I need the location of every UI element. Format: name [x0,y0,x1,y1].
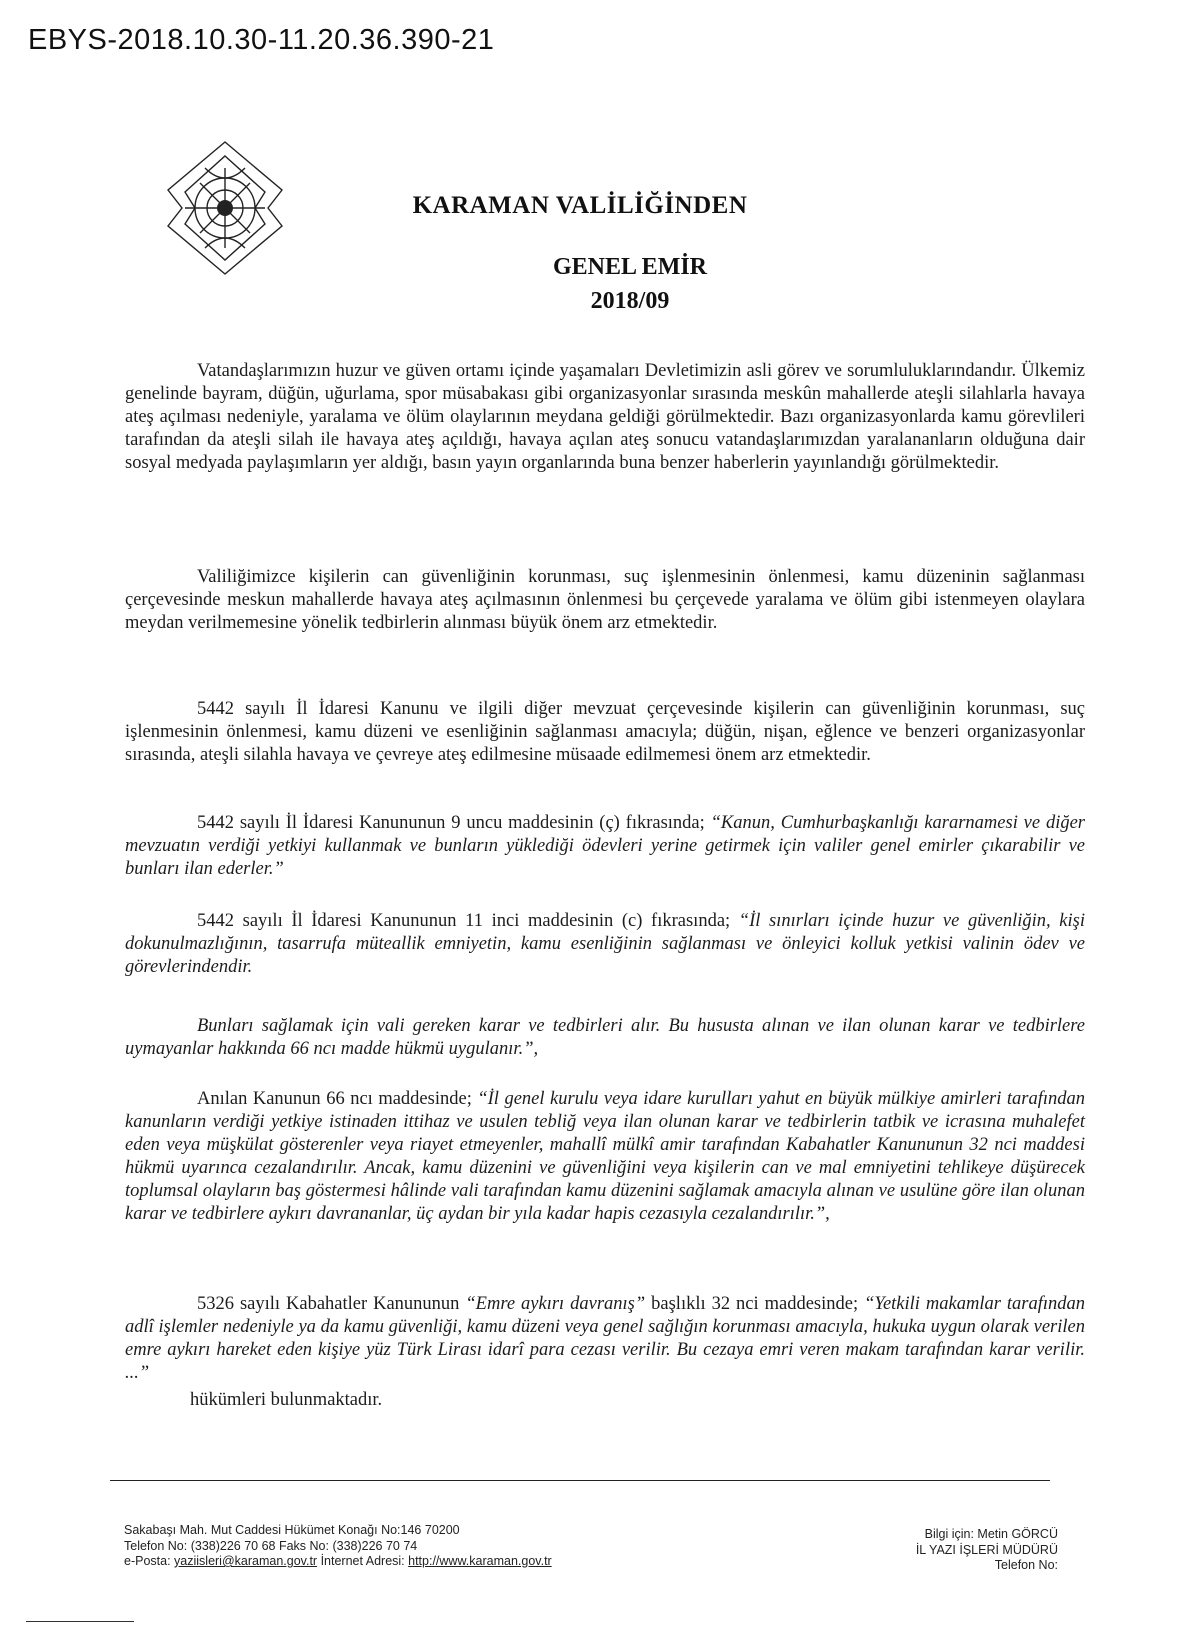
paragraph-law-5442 [125,698,1085,767]
info-contact: Bilgi için: Metin GÖRCÜ [924,1527,1058,1541]
paragraph-mid: başlıklı 32 nci maddesinde; [645,1294,865,1314]
footer-email-web [124,1554,552,1570]
order-type-heading: GENEL EMİR [552,254,708,280]
paragraph-article-11-cont [125,1015,1085,1061]
legal-quote: “Yetkili makamlar tarafından adlî işlemler nedeniyle ya da kamu güvenliği, kamu düzeni veya genel sağlığın korunması amacıyla, hukuka uygun olarak verilen emre aykırı hareket eden kişiye yüz Türk Lirası idarî para cezası verilir. Bu cezaya emri veren makam tarafından karar verilir. ...” [125,1294,1086,1383]
paragraph-article-9 [125,812,1085,881]
paragraph-article-11 [125,910,1085,979]
paragraph-lead: 5326 sayılı Kabahatler Kanununun [197,1294,466,1314]
web-label: İnternet Adresi: [317,1554,409,1568]
legal-quote: “Kanun, Cumhurbaşkanlığı kararnamesi ve diğer mevzuatın verdiği yetkiyi kullanmak ve bunların yüklediği ödevleri yerine getirmek için valiler genel emirler çıkarabilir ve bunları ilan ederler.” [125,813,1085,879]
document-id: EBYS-2018.10.30-11.20.36.390-21 [28,24,495,56]
email-link[interactable]: yaziisleri@karaman.gov.tr [174,1554,318,1568]
paragraph-lead: 5442 sayılı İl İdaresi Kanununun 9 uncu maddesinin (ç) fıkrasında; [197,813,711,833]
footer-info [916,1527,1058,1574]
order-number: 2018/09 [590,288,670,314]
footer-divider [110,1480,1050,1481]
office-heading: KARAMAN VALİLİĞİNDEN [412,192,748,219]
bottom-left-rule [26,1621,134,1622]
legal-quote: “İl sınırları içinde huzur ve güvenliğin, kişi dokunulmazlığının, tasarrufa müteallik emniyetin, kamu esenliğinin sağlanması ve önleyici kolluk yetkisi valinin ödev ve görevlerindendir. [125,911,1085,977]
info-title: İL YAZI İŞLERİ MÜDÜRÜ [915,1542,1058,1557]
paragraph-article-66 [125,1088,1085,1226]
paragraph-text: Vatandaşlarımızın huzur ve güven ortamı içinde yaşamaları Devletimizin asli görev ve sorumluluklarındandır. Ülkemiz genelinde bayram, düğün, uğurlama, spor müsabakası gibi organizasyonlar sırasında meskûn mahallerde ateşli silahlarla havaya ateş açılması nedeniyle, yaralama ve ölüm olaylarının meydana geldiği görülmektedir. Bazı organizasyonlarda kamu görevlileri tarafından da ateşli silah ile havaya ateş açıldığı, havaya açılan ateş sonucu vatandaşlarımızdan yaralananların olduğuna dair sosyal medyada paylaşımların yer aldığı, basın yayın organlarında buna benzer haberlerin yayınlandığı görülmektedir. [125,361,1085,473]
article-title: “Emre aykırı davranış” [465,1294,646,1314]
footer-phone-fax: Telefon No: (338)226 70 68 Faks No: (338)226 70 74 [124,1538,418,1553]
closing-line: hükümleri bulunmaktadır. [190,1390,383,1410]
legal-quote: Bunları sağlamak için vali gereken karar ve tedbirleri alır. Bu hususta alınan ve ilan olunan karar ve tedbirlere uymayanlar hakkında 66 ncı madde hükmü uygulanır.”, [125,1016,1085,1059]
paragraph-law-5326 [125,1293,1085,1385]
paragraph-text: 5442 sayılı İl İdaresi Kanunu ve ilgili diğer mevzuat çerçevesinde kişilerin can güvenliğinin korunması, suç işlenmesinin önlenmesi, kamu düzeni ve esenliğinin sağlanması amacıyla; düğün, nişan, eğlence ve benzeri organizasyonlar sırasında, ateşli silahla havaya ve çevreye ateş edilmesine müsaade edilmemesi önem arz etmektedir. [125,699,1085,765]
legal-quote: “İl genel kurulu veya idare kurulları yahut en büyük mülkiye amirleri tarafından kanunların verdiği yetkiye istinaden ittihaz ve usulen tebliğ veya ilan olunan karar ve tedbirlerin tatbik ve icrasına muhalefet eden veya müşkülat gösterenler veya riayet etmeyenler, mahallî mülkî amir tarafından Kabahatler Kanununun 32 nci maddesi hükmü uyarınca cezalandırılır. Ancak, kamu düzenini ve güvenliğini veya kişilerin can ve mal emniyetini tehlikeye düşürecek toplumsal olayların baş göstermesi hâlinde vali tarafından kamu düzenini sağlamak amacıyla alınan ve usulüne göre ilan olunan karar ve tedbirlere aykırı davrananlar, üç aydan bir yıla kadar hapis cezasıyla cezalandırılır.”, [125,1089,1086,1224]
info-phone: Telefon No: [994,1558,1058,1572]
paragraph-text: Valiliğimizce kişilerin can güvenliğinin korunması, suç işlenmesinin önlenmesi, kamu düzeninin sağlanması çerçevesinde meskun mahallerde havaya ateş açılmasının önlenmesi bu çerçevede yaralama ve ölüm gibi istenmeyen olaylara meydan verilmemesine yönelik tedbirlerin alınması büyük önem arz etmektedir. [125,567,1085,633]
website-link[interactable]: http://www.karaman.gov.tr [408,1554,552,1568]
footer-address: Sakabaşı Mah. Mut Caddesi Hükümet Konağı No:146 70200 [124,1523,460,1537]
paragraph-governorship [125,566,1085,635]
paragraph-intro [125,360,1085,475]
email-label: e-Posta: [124,1554,175,1568]
paragraph-lead: Anılan Kanunun 66 ncı maddesinde; [197,1089,478,1109]
paragraph-lead: 5442 sayılı İl İdaresi Kanununun 11 inci maddesinin (c) fıkrasında; [197,911,739,931]
footer-contact [124,1523,552,1570]
